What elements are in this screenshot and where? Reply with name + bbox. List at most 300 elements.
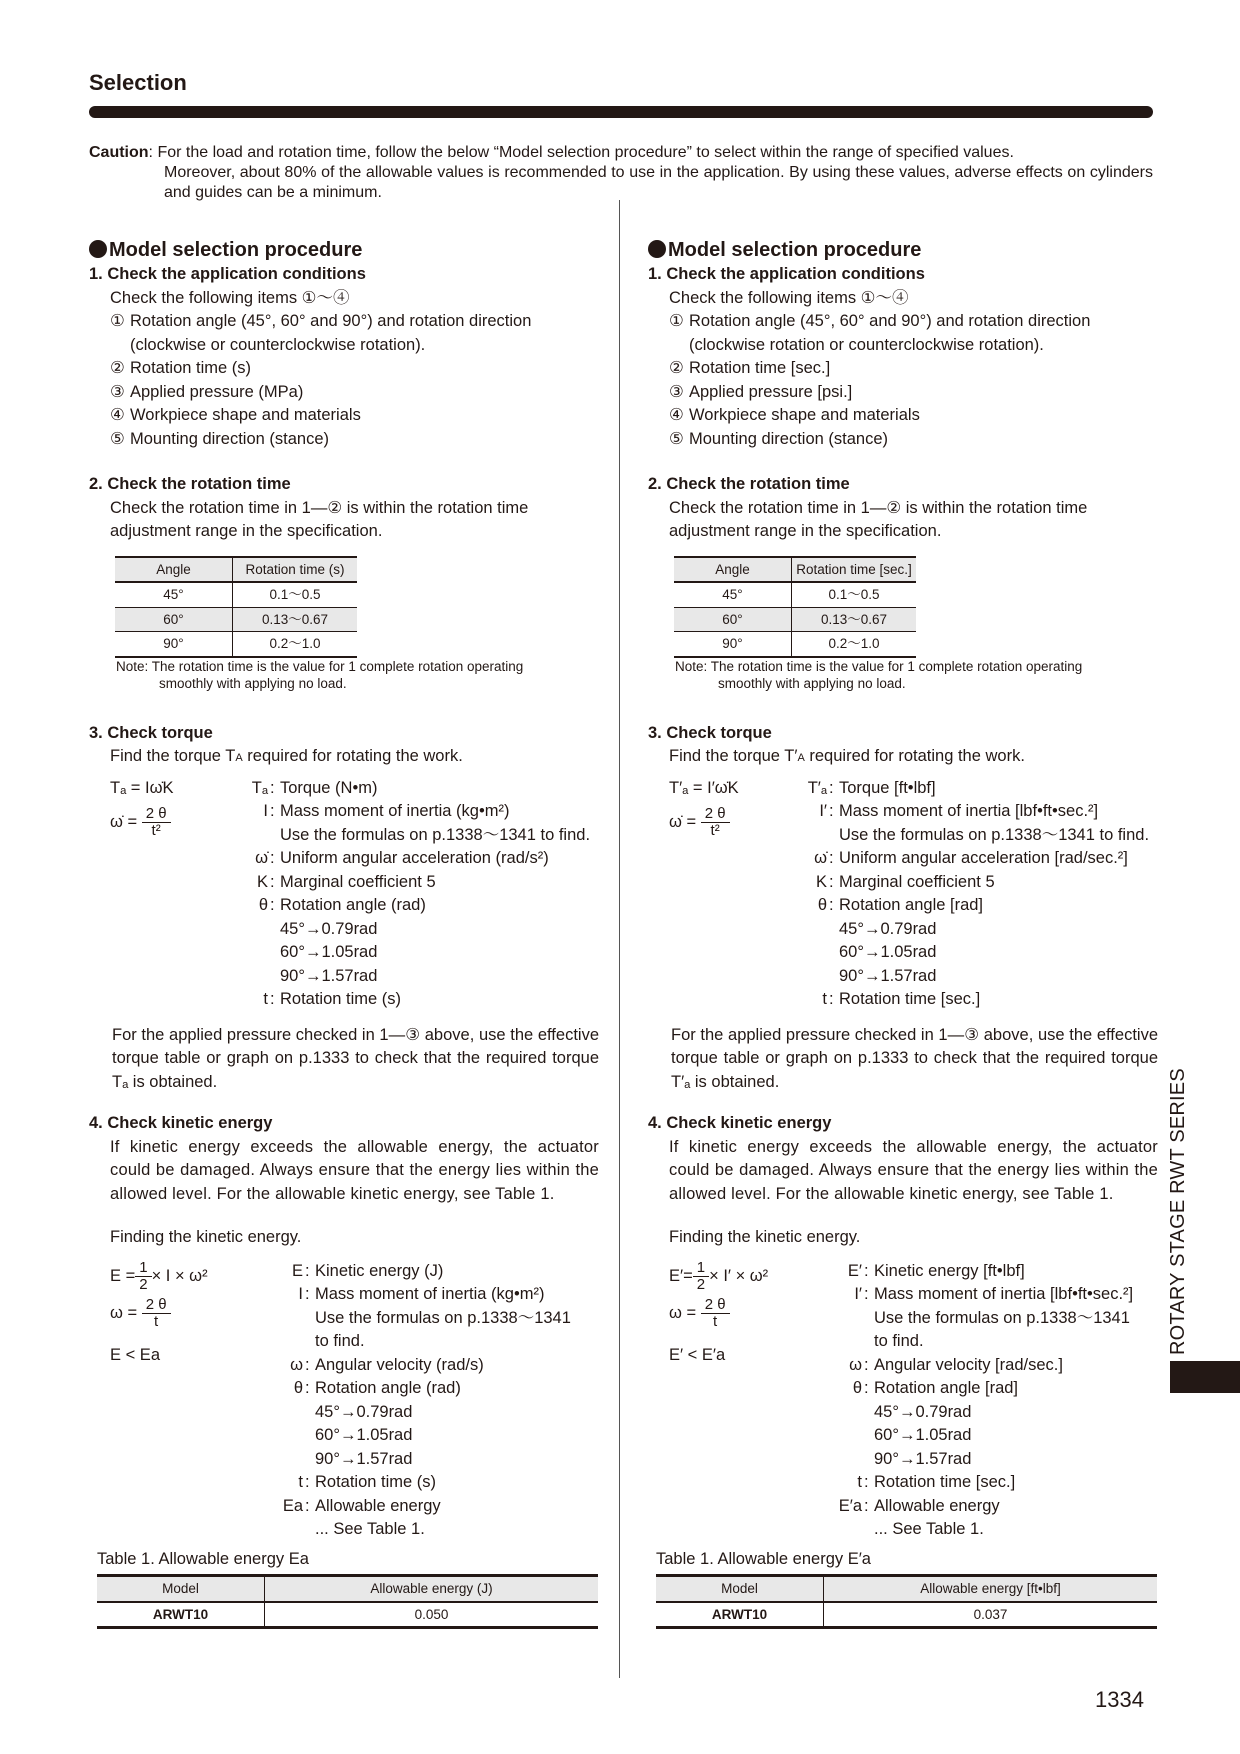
definition-symbol: I: [263, 802, 268, 820]
torque-formulas: [648, 777, 789, 1012]
definition-text: 45°→0.79rad: [874, 1402, 972, 1421]
velocity-formula: [669, 1297, 824, 1330]
note-text-cont: smoothly with applying no load.: [718, 675, 906, 691]
definition-row: [265, 1377, 599, 1401]
definition-row: [824, 1495, 1158, 1519]
cell-time: 0.1〜0.5: [828, 587, 880, 602]
condition-text: Rotation time [sec.]: [689, 359, 831, 377]
definition-colon: :: [864, 1285, 869, 1303]
definition-row: [265, 1401, 599, 1425]
step1-intro: Check the following items ①〜④: [110, 288, 350, 307]
condition-item: [648, 428, 1158, 452]
definition-symbol: θ: [852, 1379, 862, 1397]
definition-text: Mass moment of inertia [lbf•ft•sec.²]: [874, 1285, 1134, 1303]
definition-row: [789, 777, 1158, 801]
page-number: 1334: [1095, 1687, 1144, 1712]
fraction-denominator: t²: [710, 822, 720, 839]
definition-symbol: t: [822, 990, 827, 1008]
definition-text: 60°→1.05rad: [874, 1426, 972, 1444]
definition-text: Angular velocity (rad/s): [315, 1355, 484, 1374]
fraction-denominator: 2: [696, 1275, 706, 1293]
cell-model: ARWT10: [97, 1602, 265, 1628]
definition-colon: :: [829, 872, 834, 891]
torque-formula-block: [89, 777, 599, 1012]
condition-item: [648, 310, 1158, 334]
step3-intro: [648, 745, 1158, 771]
intro-text: Find the torque T′: [669, 747, 798, 765]
definition-symbol: θ: [258, 896, 268, 914]
definition-text: Kinetic energy [ft•lbf]: [874, 1261, 1025, 1280]
definition-colon: :: [270, 849, 275, 867]
definition-text: Rotation time (s): [280, 990, 402, 1008]
circled-number: ③: [110, 382, 125, 401]
page-title: Selection: [89, 70, 187, 95]
step1-items: [648, 310, 1158, 451]
definition-row: [230, 941, 599, 965]
definition-colon: :: [270, 778, 275, 797]
definition-text: Use the formulas on p.1338〜1341: [874, 1308, 1130, 1327]
definition-symbol: I′: [854, 1285, 862, 1303]
header-model: Model: [97, 1576, 265, 1602]
note-label: Note:: [116, 658, 149, 674]
definition-text: 60°→1.05rad: [280, 943, 378, 961]
table-row: [97, 1602, 598, 1628]
definition-symbol: ω̇: [814, 849, 827, 867]
step1-title: 1. Check the application conditions: [89, 265, 366, 283]
caution-label: Caution: [89, 144, 149, 161]
intro-text: Find the torque T: [110, 747, 236, 765]
definition-colon: :: [270, 990, 275, 1008]
condition-item: [648, 381, 1158, 405]
table-row: [674, 632, 916, 657]
fraction: [693, 1260, 709, 1293]
column-imperial: [648, 237, 1158, 1629]
definition-text: Rotation angle [rad]: [839, 896, 984, 914]
condition-text: Rotation angle (45°, 60° and 90°) and rotation direction: [130, 312, 532, 330]
formula-lhs: E =: [110, 1266, 136, 1285]
column-si: [89, 237, 599, 1629]
intro-text-end: required for rotating the work.: [242, 747, 463, 765]
fraction-denominator: 2: [139, 1275, 148, 1293]
definition-text: Uniform angular acceleration [rad/sec.²]: [839, 849, 1128, 867]
step3-intro: [89, 745, 599, 771]
condition-item-cont: (clockwise rotation or counterclockwise rotation).: [689, 335, 1044, 354]
header-angle: Angle: [115, 557, 233, 583]
series-side-tab: [1170, 1361, 1240, 1393]
definition-symbol: E′a: [838, 1496, 862, 1515]
definition-row: [230, 871, 599, 895]
definition-symbol: K: [815, 872, 827, 891]
definition-text: Uniform angular acceleration (rad/s²): [280, 849, 549, 867]
table-row: [115, 632, 357, 657]
definition-text: Rotation time [sec.]: [874, 1473, 1016, 1491]
condition-text: Workpiece shape and materials: [689, 406, 920, 424]
cell-energy: 0.050: [414, 1606, 449, 1622]
definition-symbol: T′ₐ: [807, 778, 827, 797]
definition-row: [824, 1471, 1158, 1495]
definition-colon: :: [305, 1496, 310, 1515]
cell-time: 0.13〜0.67: [261, 611, 329, 627]
step4-title: 4. Check kinetic energy: [89, 1114, 273, 1132]
definition-row: [824, 1401, 1158, 1425]
definition-row: [824, 1330, 1158, 1354]
fraction-numerator: 2 θ: [701, 1297, 730, 1314]
definition-text: ... See Table 1.: [874, 1520, 984, 1538]
cell-energy: 0.037: [973, 1606, 1008, 1622]
caution-line1: : For the load and rotation time, follow the below “Model selection procedure” to select within the range of specified values.: [148, 144, 1014, 161]
definition-colon: :: [829, 896, 834, 914]
definition-symbol: ω̇: [255, 849, 268, 867]
definition-text: Mass moment of inertia (kg•m²): [315, 1285, 545, 1303]
table-row: [674, 582, 916, 607]
definition-text: to find.: [874, 1332, 924, 1350]
header-rotation-time: Rotation time [sec.]: [796, 561, 912, 577]
cell-angle: 60°: [674, 607, 792, 632]
definition-row: [265, 1448, 599, 1472]
definition-colon: :: [829, 849, 834, 867]
fraction: [142, 1297, 171, 1330]
table-header-row: [97, 1576, 598, 1602]
energy-inequality: E′ < E′a: [669, 1345, 726, 1364]
cell-model: ARWT10: [656, 1602, 824, 1628]
cell-time: 0.13〜0.67: [820, 611, 888, 627]
step2-text: Check the rotation time in 1—② is within the rotation time adjustment range in the specification.: [669, 498, 1088, 540]
definition-text: Marginal coefficient 5: [839, 872, 995, 891]
fraction: [701, 806, 730, 839]
torque-check-paragraph: For the applied pressure checked in 1—③ above, use the effective torque table or graph on p.1333 to check that the required torque Tₐ is obtained.: [112, 1025, 599, 1091]
condition-item: [89, 310, 599, 334]
condition-item: [89, 357, 599, 381]
definition-text: Rotation time [sec.]: [839, 990, 981, 1008]
note-text: The rotation time is the value for 1 complete rotation operating: [710, 658, 1083, 674]
intro-subscript: A: [235, 752, 243, 764]
definition-row: [789, 941, 1158, 965]
definition-row: [789, 894, 1158, 918]
step4-text: If kinetic energy exceeds the allowable energy, the actuator could be damaged. Always ensure that the energy lies within the allowed level. For the allowable kinetic energy, see Table 1.: [110, 1137, 599, 1203]
definition-colon: :: [305, 1261, 310, 1280]
series-side-label: ROTARY STAGE RWT SERIES: [1167, 1068, 1189, 1355]
definition-colon: :: [864, 1473, 869, 1491]
condition-item: [89, 404, 599, 428]
definition-symbol: I: [298, 1285, 303, 1303]
definition-text: Rotation angle [rad]: [874, 1379, 1019, 1397]
condition-text: Rotation time (s): [130, 359, 252, 377]
definition-text: ... See Table 1.: [315, 1520, 425, 1538]
intro-text-end: required for rotating the work.: [804, 747, 1025, 765]
acceleration-formula: [110, 806, 230, 839]
fraction-denominator: t²: [151, 822, 161, 839]
energy-formulas: [648, 1260, 824, 1542]
step1-title: 1. Check the application conditions: [648, 265, 925, 283]
step1-items: [89, 310, 599, 451]
fraction: [701, 1297, 730, 1330]
column-divider: [619, 200, 620, 1678]
condition-text: Applied pressure [psi.]: [689, 382, 853, 401]
fraction: [135, 1260, 151, 1293]
definition-row: [824, 1424, 1158, 1448]
formula-lhs: ω =: [669, 1303, 697, 1322]
rotation-time-table: [674, 556, 916, 658]
intro-subscript: A: [797, 752, 805, 764]
circled-number: ④: [110, 406, 125, 424]
definition-text: Allowable energy: [315, 1496, 441, 1515]
step4-finding: Finding the kinetic energy.: [669, 1228, 861, 1246]
definition-row: [789, 988, 1158, 1012]
definition-row: [230, 894, 599, 918]
definition-row: [230, 777, 599, 801]
header-model: Model: [656, 1576, 824, 1602]
definition-colon: :: [270, 872, 275, 891]
definition-text: 45°→0.79rad: [839, 919, 937, 938]
definition-symbol: E: [291, 1261, 303, 1280]
acceleration-formula: [669, 806, 789, 839]
torque-formula: T′ₐ = I′ω̇K: [669, 778, 739, 797]
definition-colon: :: [829, 802, 834, 820]
definition-text: Torque (N•m): [280, 778, 378, 797]
definition-row: [265, 1307, 599, 1331]
definition-symbol: t: [263, 990, 268, 1008]
procedure-heading: [648, 237, 1158, 263]
definition-colon: :: [305, 1285, 310, 1303]
rotation-time-table: [115, 556, 357, 658]
energy-formula: [110, 1260, 265, 1293]
definition-colon: :: [305, 1355, 310, 1374]
definition-row: [230, 847, 599, 871]
circled-number: ①: [110, 312, 125, 330]
definition-row: [265, 1424, 599, 1448]
definition-colon: :: [829, 990, 834, 1008]
cell-angle: 45°: [674, 582, 792, 607]
definition-symbol: E′: [847, 1261, 862, 1280]
definition-colon: :: [305, 1379, 310, 1397]
energy-definitions: [824, 1260, 1158, 1542]
definition-text: Use the formulas on p.1338〜1341 to find.: [839, 825, 1150, 844]
table-note: [675, 658, 1158, 692]
definition-row: [824, 1518, 1158, 1542]
definition-row: [824, 1283, 1158, 1307]
definition-symbol: ω: [290, 1355, 303, 1374]
definition-text: Use the formulas on p.1338〜1341 to find.: [280, 825, 591, 844]
caution-line2: Moreover, about 80% of the allowable values is recommended to use in the application. By using these values, adverse effects on cylinders and guides can be a minimum.: [164, 164, 1153, 201]
table1-title: Table 1. Allowable energy Ea: [97, 1549, 309, 1568]
procedure-heading-text: Model selection procedure: [109, 239, 363, 261]
definition-text: Rotation angle (rad): [280, 896, 426, 914]
condition-text: Mounting direction (stance): [130, 429, 330, 448]
condition-text: Applied pressure (MPa): [130, 382, 304, 401]
step2-title: 2. Check the rotation time: [648, 475, 850, 493]
header-allowable-energy: Allowable energy (J): [370, 1581, 493, 1596]
definition-symbol: Ea: [282, 1496, 303, 1515]
fraction-denominator: t: [154, 1312, 159, 1330]
definition-text: Allowable energy: [874, 1496, 1000, 1515]
circled-number: ②: [669, 359, 684, 377]
definition-text: 60°→1.05rad: [315, 1426, 413, 1444]
condition-text: Mounting direction (stance): [689, 429, 889, 448]
allowable-energy-table: [656, 1574, 1157, 1629]
formula-rhs: × I × ω²: [151, 1266, 208, 1285]
torque-definitions: [230, 777, 599, 1012]
definition-text: Torque [ft•lbf]: [839, 778, 936, 797]
torque-formula-block: [648, 777, 1158, 1012]
velocity-formula: [110, 1297, 265, 1330]
definition-row: [824, 1354, 1158, 1378]
definition-row: [265, 1518, 599, 1542]
definition-colon: :: [305, 1473, 310, 1491]
table-row: [115, 607, 357, 632]
step3-title: 3. Check torque: [648, 723, 772, 742]
energy-formula: [669, 1260, 824, 1293]
fraction: [142, 806, 171, 839]
header-allowable-energy: Allowable energy [ft•lbf]: [920, 1581, 1061, 1596]
step3-title: 3. Check torque: [89, 723, 213, 742]
circled-number: ④: [669, 406, 684, 424]
definition-symbol: I′: [819, 802, 827, 820]
title-rule: [89, 106, 1153, 118]
note-text: The rotation time is the value for 1 complete rotation operating: [151, 658, 524, 674]
definition-text: Rotation angle (rad): [315, 1379, 461, 1397]
definition-text: 60°→1.05rad: [839, 943, 937, 961]
definition-text: Angular velocity [rad/sec.]: [874, 1355, 1063, 1374]
fraction-numerator: 1: [693, 1260, 709, 1277]
definition-symbol: t: [857, 1473, 862, 1491]
formula-rhs: × I′ × ω²: [709, 1266, 769, 1285]
energy-definitions: [265, 1260, 599, 1542]
step4-finding: Finding the kinetic energy.: [110, 1228, 302, 1246]
definition-symbol: θ: [817, 896, 827, 914]
definition-text: 90°→1.57rad: [874, 1449, 972, 1468]
definition-symbol: ω: [849, 1355, 862, 1374]
definition-row: [789, 965, 1158, 989]
definition-row: [265, 1330, 599, 1354]
table-row: [656, 1602, 1157, 1628]
fraction-denominator: t: [713, 1312, 718, 1330]
caution-note: [89, 143, 1153, 203]
bullet-icon: [648, 240, 666, 258]
definition-row: [789, 800, 1158, 824]
definition-text: Mass moment of inertia [lbf•ft•sec.²]: [839, 802, 1099, 820]
cell-time: 0.2〜1.0: [269, 636, 321, 651]
definition-row: [789, 824, 1158, 848]
definition-symbol: t: [298, 1473, 303, 1491]
condition-text: Rotation angle (45°, 60° and 90°) and rotation direction: [689, 312, 1091, 330]
note-label: Note:: [675, 658, 708, 674]
energy-formulas: [89, 1260, 265, 1542]
definition-row: [265, 1471, 599, 1495]
condition-item: [89, 428, 599, 452]
cell-time: 0.1〜0.5: [269, 587, 321, 602]
definition-text: 90°→1.57rad: [315, 1449, 413, 1468]
cell-angle: 60°: [115, 607, 233, 632]
fraction-numerator: 2 θ: [142, 806, 171, 823]
fraction-numerator: 2 θ: [142, 1297, 171, 1314]
definition-row: [824, 1448, 1158, 1472]
step2-text: Check the rotation time in 1—② is within the rotation time adjustment range in the specification.: [110, 498, 529, 540]
formula-lhs: E′=: [669, 1266, 693, 1285]
procedure-heading-text: Model selection procedure: [668, 239, 922, 261]
cell-angle: 45°: [115, 582, 233, 607]
formula-lhs: ω̇ =: [669, 812, 697, 831]
definition-colon: :: [864, 1261, 869, 1280]
definition-row: [265, 1495, 599, 1519]
formula-lhs: ω =: [110, 1303, 138, 1322]
energy-formula-block: [89, 1260, 599, 1542]
formula-lhs: ω̇ =: [110, 812, 138, 831]
definition-text: 90°→1.57rad: [280, 966, 378, 985]
fraction-numerator: 2 θ: [701, 806, 730, 823]
definition-row: [824, 1377, 1158, 1401]
header-angle: Angle: [674, 557, 792, 583]
table1-title: Table 1. Allowable energy E′a: [656, 1549, 871, 1568]
definition-text: 90°→1.57rad: [839, 966, 937, 985]
torque-check-paragraph: For the applied pressure checked in 1—③ above, use the effective torque table or graph on p.1333 to check that the required torque T′ₐ is obtained.: [671, 1025, 1158, 1091]
definition-text: Kinetic energy (J): [315, 1261, 444, 1280]
torque-formula: Tₐ = Iω̇K: [110, 778, 174, 797]
table-header-row: [656, 1576, 1157, 1602]
torque-definitions: [789, 777, 1158, 1012]
table-note: [116, 658, 599, 692]
step4-title: 4. Check kinetic energy: [648, 1114, 832, 1132]
circled-number: ②: [110, 359, 125, 377]
definition-row: [265, 1283, 599, 1307]
definition-text: Marginal coefficient 5: [280, 872, 436, 891]
allowable-energy-table: [97, 1574, 598, 1629]
definition-text: Use the formulas on p.1338〜1341: [315, 1308, 571, 1327]
step1-intro: Check the following items ①〜④: [669, 288, 909, 307]
definition-colon: :: [864, 1379, 869, 1397]
circled-number: ①: [669, 312, 684, 330]
condition-item: [648, 357, 1158, 381]
condition-item: [648, 404, 1158, 428]
definition-row: [789, 918, 1158, 942]
definition-row: [789, 847, 1158, 871]
condition-item: [89, 381, 599, 405]
torque-formulas: [89, 777, 230, 1012]
definition-colon: :: [270, 802, 275, 820]
cell-time: 0.2〜1.0: [828, 636, 880, 651]
definition-colon: :: [864, 1355, 869, 1374]
step4-text: If kinetic energy exceeds the allowable energy, the actuator could be damaged. Always ensure that the energy lies within the allowed level. For the allowable kinetic energy, see Table 1.: [669, 1137, 1158, 1203]
definition-row: [789, 871, 1158, 895]
definition-row: [230, 918, 599, 942]
definition-row: [265, 1354, 599, 1378]
procedure-heading: [89, 237, 599, 263]
table-header-row: [674, 557, 916, 583]
definition-row: [230, 800, 599, 824]
bullet-icon: [89, 240, 107, 258]
definition-symbol: θ: [293, 1379, 303, 1397]
circled-number: ⑤: [669, 429, 684, 448]
energy-formula-block: [648, 1260, 1158, 1542]
definition-colon: :: [829, 778, 834, 797]
definition-symbol: Tₐ: [251, 778, 268, 797]
definition-text: 45°→0.79rad: [280, 919, 378, 938]
note-text-cont: smoothly with applying no load.: [159, 675, 347, 691]
definition-colon: :: [864, 1496, 869, 1515]
definition-text: Mass moment of inertia (kg•m²): [280, 802, 510, 820]
definition-text: to find.: [315, 1332, 365, 1350]
definition-colon: :: [270, 896, 275, 914]
circled-number: ⑤: [110, 429, 125, 448]
step2-title: 2. Check the rotation time: [89, 475, 291, 493]
fraction-numerator: 1: [135, 1260, 151, 1277]
definition-text: Rotation time (s): [315, 1473, 437, 1491]
condition-text: Workpiece shape and materials: [130, 406, 361, 424]
definition-symbol: K: [256, 872, 268, 891]
cell-angle: 90°: [115, 632, 233, 657]
definition-text: 45°→0.79rad: [315, 1402, 413, 1421]
circled-number: ③: [669, 382, 684, 401]
definition-row: [265, 1260, 599, 1284]
